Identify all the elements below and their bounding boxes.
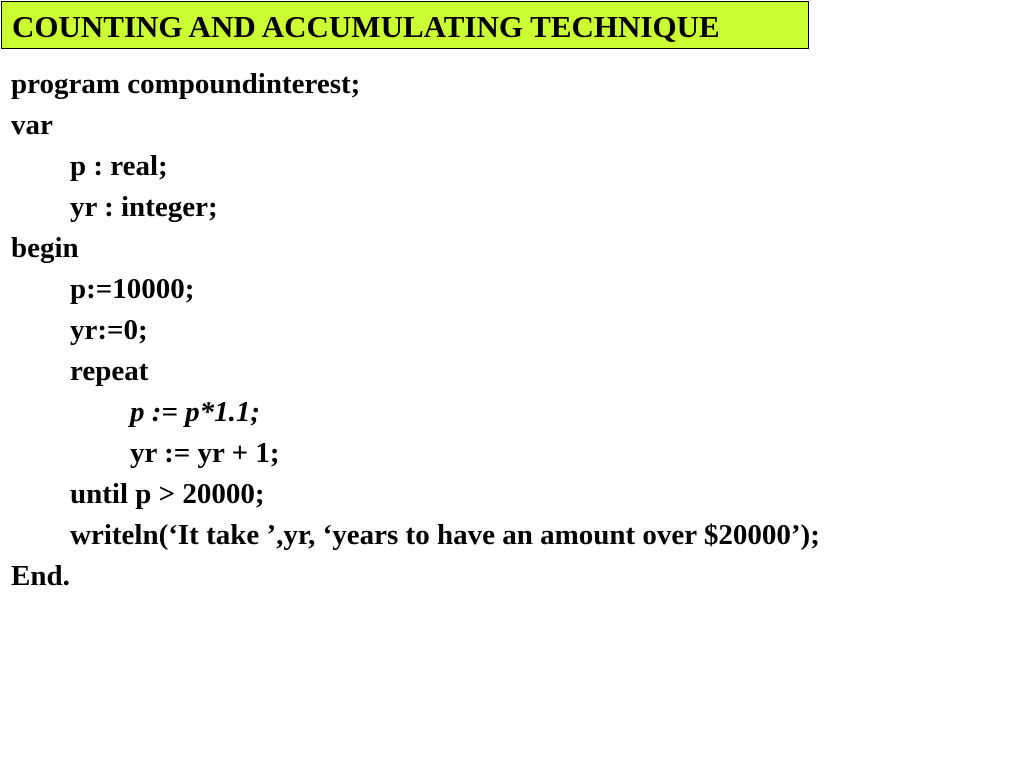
code-line: begin: [11, 232, 79, 264]
code-line: yr := yr + 1;: [130, 437, 280, 469]
code-line: p : real;: [70, 150, 168, 182]
code-line: p:=10000;: [70, 273, 195, 305]
code-line: writeln(‘It take ’,yr, ‘years to have an amount over $20000’);: [70, 519, 820, 551]
code-line: var: [11, 109, 53, 141]
code-line-highlighted: p := p*1.1;: [130, 396, 261, 428]
code-line: End.: [11, 560, 70, 592]
code-line: yr : integer;: [70, 191, 218, 223]
slide-title: COUNTING AND ACCUMULATING TECHNIQUE: [12, 8, 720, 44]
slide-title-box: [1, 1, 809, 49]
code-block: [11, 64, 820, 597]
code-line: repeat: [70, 355, 149, 387]
code-line: program compoundinterest;: [11, 68, 361, 100]
code-line: until p > 20000;: [70, 478, 265, 510]
code-line: yr:=0;: [70, 314, 148, 346]
